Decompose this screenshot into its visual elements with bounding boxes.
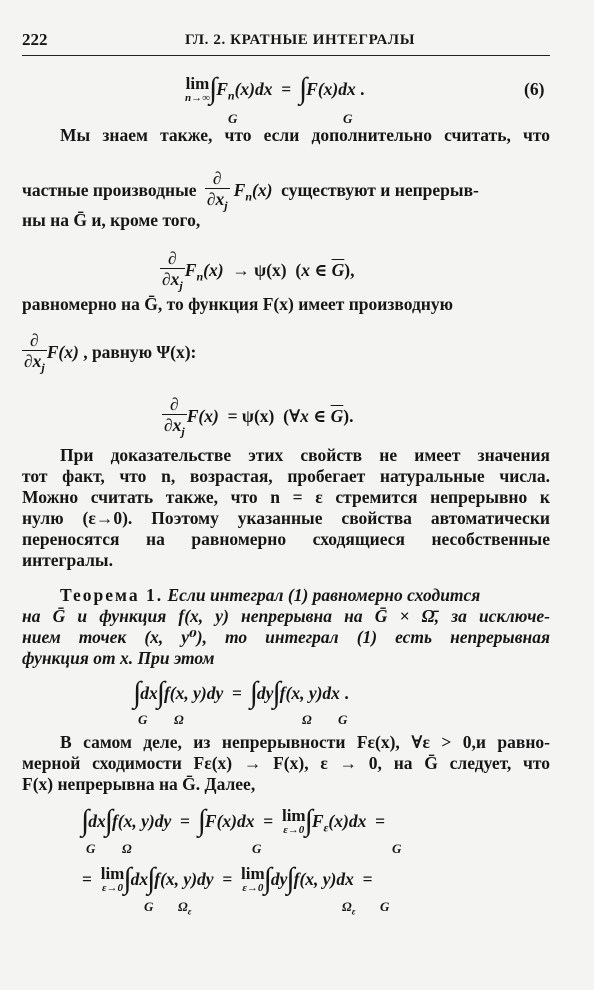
domain-label: G — [252, 841, 262, 856]
theorem-line — [60, 585, 550, 605]
domain-label: $\Omega_\varepsilon$ — [342, 899, 356, 917]
text-line: частные производные $\frac{\partial}{\partial x_j}$ $F_n(x)$ существуют и непрерыв- — [22, 168, 479, 213]
derivative-formula: $\frac{\partial}{\partial x_j}$ F(x) = ψ(x) (∀x ∈ $\overline{G}$). — [164, 394, 354, 439]
domain-label: G — [392, 841, 402, 856]
theorem-line: на Ḡ и функция f(x, y) непрерывна на Ḡ × Ω̄, за исключе- — [22, 606, 550, 626]
text-line: В самом деле, из непрерывности Fε(x), ∀ε > 0,и равно- — [60, 732, 550, 752]
integral-chain-line-2: = lim ε→0 ∫dx∫f(x, y)dy = lim ε→0 ∫dy∫f(x, y)dx = — [82, 862, 373, 895]
text-line: мерной сходимости Fε(x) → F(x), ε → 0, на Ḡ следует, что — [22, 753, 550, 773]
integral-chain-line-1: ∫dx∫f(x, y)dy = ∫F(x)dx = lim ε→0 $\int F_\varepsilon(x)dx$ = — [81, 804, 386, 837]
eq6-domain-label: G — [228, 111, 238, 126]
domain-label: G — [338, 712, 348, 727]
domain-label: G — [138, 712, 148, 727]
text-fragment: , равную Ψ(x): — [83, 341, 197, 362]
theorem-label: Теорема 1. — [60, 585, 164, 605]
domain-label: G — [86, 841, 96, 856]
text-line: Мы знаем также, что если дополнительно считать, что — [60, 125, 550, 145]
text-line: переносятся на равномерно сходящиеся несобственные — [22, 529, 550, 549]
header-rule — [22, 55, 550, 56]
domain-label: $\Omega_\varepsilon$ — [178, 899, 192, 917]
domain-label: Ω — [302, 712, 312, 727]
running-title: ГЛ. 2. КРАТНЫЕ ИНТЕГРАЛЫ — [185, 32, 416, 48]
text-line: $\frac{\partial}{\partial x_j}$ F(x) , равную Ψ(x): — [24, 330, 197, 375]
text-line: равномерно на Ḡ, то функция F(x) имеет производную — [22, 294, 454, 314]
theorem-line: нием точек (x, y⁰), то интеграл (1) есть непрерывная — [22, 627, 550, 647]
equation-6: lim n→∞ $\int F_n(x)dx = \int F(x)dx$ . — [185, 72, 365, 105]
equation-number: (6) — [524, 79, 545, 99]
domain-label: G — [380, 899, 390, 914]
derivative-convergence-formula: $\frac{\partial}{\partial x_j}$ $F_n(x) \to \psi(x)$ (x ∈ $\overline{G}$), — [162, 248, 355, 293]
domain-label: G — [144, 899, 154, 914]
text-line: ны на Ḡ и, кроме того, — [22, 210, 201, 230]
theorem-line: функция от x. При этом — [22, 648, 215, 668]
iterated-integral-equality: ∫dx∫f(x, y)dy = ∫dy∫f(x, y)dx . — [133, 676, 349, 709]
text-line: интегралы. — [22, 550, 113, 570]
running-header — [22, 30, 550, 52]
text-line: Можно считать также, что n = ε стремится непрерывно к — [22, 487, 550, 507]
text-fragment: частные производные — [22, 179, 197, 200]
domain-label: Ω — [122, 841, 132, 856]
text-line: тот факт, что n, возрастая, пробегает натуральные числа. — [22, 466, 550, 486]
domain-label: Ω — [174, 712, 184, 727]
text-fragment: существуют и непрерыв- — [281, 179, 479, 200]
page-number: 222 — [22, 30, 48, 49]
text-line: F(x) непрерывна на Ḡ. Далее, — [22, 774, 256, 794]
text-line: При доказательстве этих свойств не имеет значения — [60, 445, 550, 465]
text-line: нулю (ε→0). Поэтому указанные свойства автоматически — [22, 508, 550, 528]
eq6-domain-label: G — [343, 111, 353, 126]
text-fragment: Если интеграл (1) равномерно сходится — [167, 585, 481, 605]
